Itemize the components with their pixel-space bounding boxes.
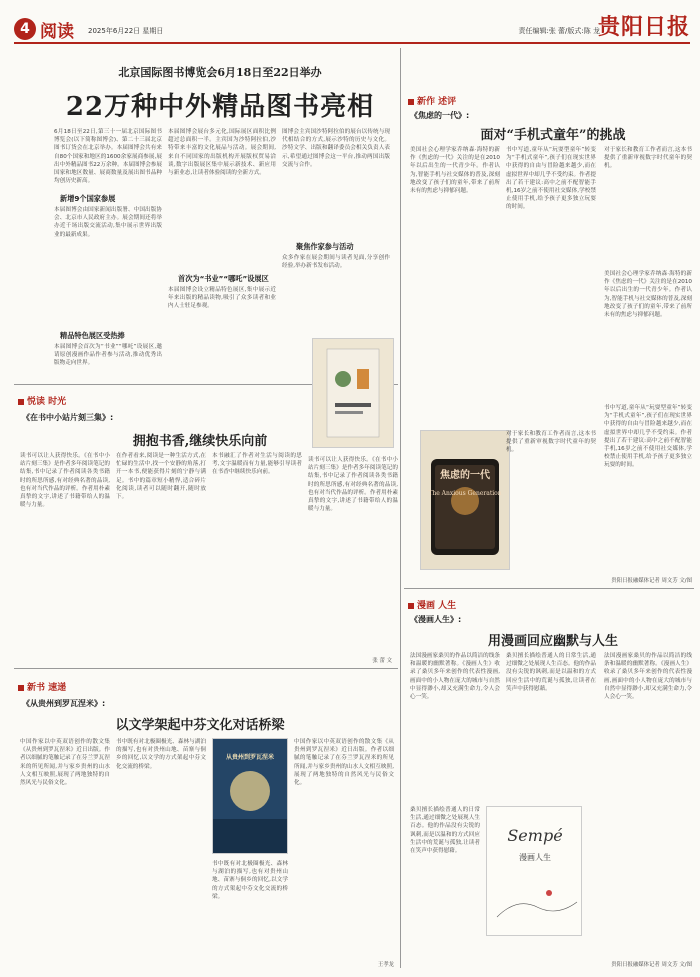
comic-text-2: 桑贝擅长描绘普通人的日常生活,通过细微之处展现人生百态。他的作品没有尖锐的讽刺,而是以温和的方式回应生活中的荒诞与孤独,让读者在笑声中获得慰藉。	[506, 653, 596, 692]
lead-col1b-text: 本届图博会由国家新闻出版署、中国出版协会、北京市人民政府主办。展会期间还将举办近千场出版交流活动,集中展示世界出版业的最新成果。	[54, 207, 162, 238]
lead-subhead-2: 精品特色展区受热捧	[60, 331, 125, 340]
newbook-series: 《从贵州到罗瓦涅米》:	[22, 699, 106, 708]
lead-headline: 22万种中外精品图书亮相	[65, 92, 375, 122]
reading-byline: 张 蕾 文	[372, 658, 392, 664]
issue-date: 2025年6月22日 星期日	[88, 27, 164, 35]
newbook-text-3: 书中既有对北极圈极光、森林与湖泊的描写,也有对贵州山地、苗寨与侗乡的回忆,以文学的方式架起中芬文化交流的桥梁。	[212, 861, 288, 900]
editor-credit: 责任编辑:张 蕾/版式:陈 龙	[518, 27, 600, 35]
header-rule	[14, 42, 690, 44]
comic-series: 《漫画人生》:	[410, 615, 462, 624]
reading-text-1: 读书可以让人获得快乐。《在书中小站片刻三集》是作者多年阅读笔记的结集,书中记录了作者阅读各类书籍时的所思所感,有对经典名著的品读,也有对当代作品的评析。作者用朴素真挚的文字,讲述了书籍带给人的温暖与力量。	[20, 453, 110, 509]
comic-text-1: 法国漫画家桑贝的作品以简洁的线条和温暖的幽默著称。《漫画人生》收录了桑贝多年来创作的代表性漫画,画面中的小人物在庞大的城市与自然中显得渺小,却又充满生命力,令人会心一笑。	[410, 653, 500, 701]
comic-tag-label: 漫画 人生	[417, 601, 457, 611]
book-cover-graphic	[313, 339, 393, 447]
masthead-logo: 贵阳日报	[597, 14, 690, 40]
review-byline: 贵阳日报融媒体记者 周文芳 文/图	[611, 578, 692, 584]
comic-text-3: 法国漫画家桑贝的作品以简洁的线条和温暖的幽默著称。《漫画人生》收录了桑贝多年来创作的代表性漫画,画面中的小人物在庞大的城市与自然中显得渺小,却又充满生命力,令人会心一笑。	[604, 653, 692, 701]
newbook-tag	[18, 680, 66, 693]
cover-title-cn: 焦虑的一代	[440, 470, 490, 481]
reading-series: 《在书中小站片刻三集》:	[22, 413, 114, 422]
lead-col2-text: 本届图博会展台多元化,国际展区面积比例超过总面积一半。主宾国为沙特阿拉伯,沙特带来丰富的文化展品与活动。展会期间,来自不同国家的出版机构开展版权贸易洽谈,数字出版展区集中展示新技术、新应用与新业态,让读者体验阅读的全新方式。	[168, 129, 276, 177]
newbook-text-2: 书中既有对北极圈极光、森林与湖泊的描写,也有对贵州山地、苗寨与侗乡的回忆,以文学的方式架起中芬文化交流的桥梁。	[116, 739, 206, 770]
review-text-2: 书中写道,童年从“玩耍型童年”转变为“手机式童年”,孩子们在现实世界中获得的自由与冒险越来越少,而在虚拟世界中却几乎不受约束。作者提出了若干建议:高中之前不配智能手机,16岁之前不使用社交媒体,学校禁止使用手机,给予孩子更多独立玩耍的时间。	[506, 147, 596, 211]
sempe-cover-subtitle: 漫画人生	[519, 853, 551, 862]
tag-square-icon	[18, 685, 24, 691]
review-tag-label: 新作 述评	[417, 97, 457, 107]
tag-square-icon	[408, 603, 414, 609]
review-text-3b: 美国社会心理学家乔纳森·海特的新作《焦虑的一代》关注的是在2010年以后出生的一代青少年。作者认为,智能手机与社交媒体的普及,深刻地改变了孩子们的童年,带来了前所未有的焦虑与抑郁问题。	[604, 271, 692, 319]
page-number-badge: 4	[14, 18, 36, 40]
newbook-text-4: 中国作家以中英双语创作的散文集《从贵州到罗瓦涅米》近日出版。作者以细腻的笔触记录了在芬兰罗瓦涅米的所见所闻,并与家乡贵州的山水人文相互映照,展现了两地独特的自然风光与民俗文化。	[294, 739, 394, 787]
lead-col3b-text: 众多作家在展会期间与读者见面,分享创作经验,举办新书发布活动。	[282, 255, 390, 270]
reading-book-cover	[312, 338, 394, 448]
newbook-title: 以文学架起中芬文化对话桥梁	[115, 718, 285, 733]
newbook-text-1: 中国作家以中英双语创作的散文集《从贵州到罗瓦涅米》近日出版。作者以细腻的笔触记录了在芬兰罗瓦涅米的所见所闻,并与家乡贵州的山水人文相互映照,展现了两地独特的自然风光与民俗文化。	[20, 739, 110, 787]
reading-title: 拥抱书香,继续快乐向前	[132, 434, 268, 449]
newbook-tag-label: 新书 速递	[27, 683, 67, 693]
review-text-1: 美国社会心理学家乔纳森·海特的新作《焦虑的一代》关注的是在2010年以后出生的一代青少年。作者认为,智能手机与社交媒体的普及,深刻地改变了孩子们的童年,带来了前所未有的焦虑与抑郁问题。	[410, 147, 500, 195]
comic-text-4: 桑贝擅长描绘普通人的日常生活,通过细微之处展现人生百态。他的作品没有尖锐的讽刺,而是以温和的方式回应生活中的荒诞与孤独,让读者在笑声中获得慰藉。	[410, 807, 480, 855]
reading-text-2: 在作者看来,阅读是一种生活方式,在忙碌的生活中,找一个安静的角落,打开一本书,便能获得片刻的宁静与满足。书中的篇章短小精悍,适合碎片化阅读,读者可以随时翻开,随时放下。	[116, 453, 206, 501]
tag-square-icon	[18, 399, 24, 405]
review-text-5: 书中写道,童年从“玩耍型童年”转变为“手机式童年”,孩子们在现实世界中获得的自由与冒险越来越少,而在虚拟世界中却几乎不受约束。作者提出了若干建议:高中之前不配智能手机,16岁之前不使用社交媒体,学校禁止使用手机,给予孩子更多独立玩耍的时间。	[604, 405, 692, 469]
cover-title-en: The Anxious Generation	[428, 490, 502, 497]
section-divider-2	[404, 588, 694, 589]
lead-col1c-text: 本届图博会首次为“书业”“哪吒”设展区,邀请原创漫画作品作者参与活动,推动优秀出版物走向世界。	[54, 344, 162, 367]
reading-text-3: 本书融汇了作者对生活与阅读的思考,文字温暖而有力量,能够引导读者在书香中继续快乐向前。	[212, 453, 302, 476]
anxious-generation-cover	[420, 430, 510, 570]
review-text-4: 对于家长和教育工作者而言,这本书提供了重新审视数字时代童年的契机。	[506, 431, 596, 454]
section-divider-3	[14, 668, 398, 669]
lead-kicker: 北京国际图书博览会6月18日至22日举办	[118, 66, 322, 79]
comic-byline: 贵阳日报融媒体记者 周文芳 文/图	[611, 962, 692, 968]
cover-art-graphic	[421, 431, 509, 569]
sempe-cover-title: Sempé	[507, 826, 563, 845]
tag-square-icon	[408, 99, 414, 105]
review-tag	[408, 94, 456, 107]
lead-col1-text: 6月18日至22日,第三十一届北京国际图书博览会(以下简称图博会)、第二十三届北京图书订货会在北京举办。本届图博会共有来自80个国家和地区的1600余家展商参展,展出中外精品图书22万余种。本届图博会参展国家和地区数量、展商数量及展出图书品种均创历史新高。	[54, 129, 162, 185]
newbook-cover-title: 从贵州到罗瓦涅米	[225, 754, 274, 761]
lead-subhead-1: 新增9个国家参展	[60, 194, 116, 203]
lead-col3-text: 图博会主宾国沙特阿拉伯的展台以传统与现代相结合的方式,展示沙特的历史与文化。沙特文学、出版和翻译委员会相关负责人表示,希望通过图博会这一平台,推动两国出版交流与合作。	[282, 129, 390, 168]
review-text-3: 对于家长和教育工作者而言,这本书提供了重新审视数字时代童年的契机。	[604, 147, 692, 170]
lead-subhead-3: 首次为“书业”“哪吒”设展区	[178, 274, 269, 283]
column-divider	[400, 48, 401, 968]
lead-col2b-text: 本届图博会设立精品特色展区,集中展示近年来出版的精品读物,吸引了众多读者和业内人士驻足参观。	[168, 287, 276, 310]
comic-tag	[408, 598, 456, 611]
reading-text-4: 读书可以让人获得快乐。《在书中小站片刻三集》是作者多年阅读笔记的结集,书中记录了作者阅读各类书籍时的所思所感,有对经典名著的品读,也有对当代作品的评析。作者用朴素真挚的文字,讲述了书籍带给人的温暖与力量。	[308, 457, 398, 513]
comic-title: 用漫画回应幽默与人生	[487, 634, 618, 649]
lead-subhead-4: 聚焦作家参与活动	[296, 242, 354, 251]
reading-tag-label: 悦读 时光	[27, 397, 67, 407]
review-series: 《焦虑的一代》:	[410, 111, 470, 120]
newbook-byline: 王孝龙	[377, 962, 394, 968]
reading-tag	[18, 394, 66, 407]
page-header	[0, 0, 700, 60]
review-title: 面对“手机式童年”的挑战	[480, 128, 626, 143]
section-name: 阅读	[40, 22, 74, 42]
